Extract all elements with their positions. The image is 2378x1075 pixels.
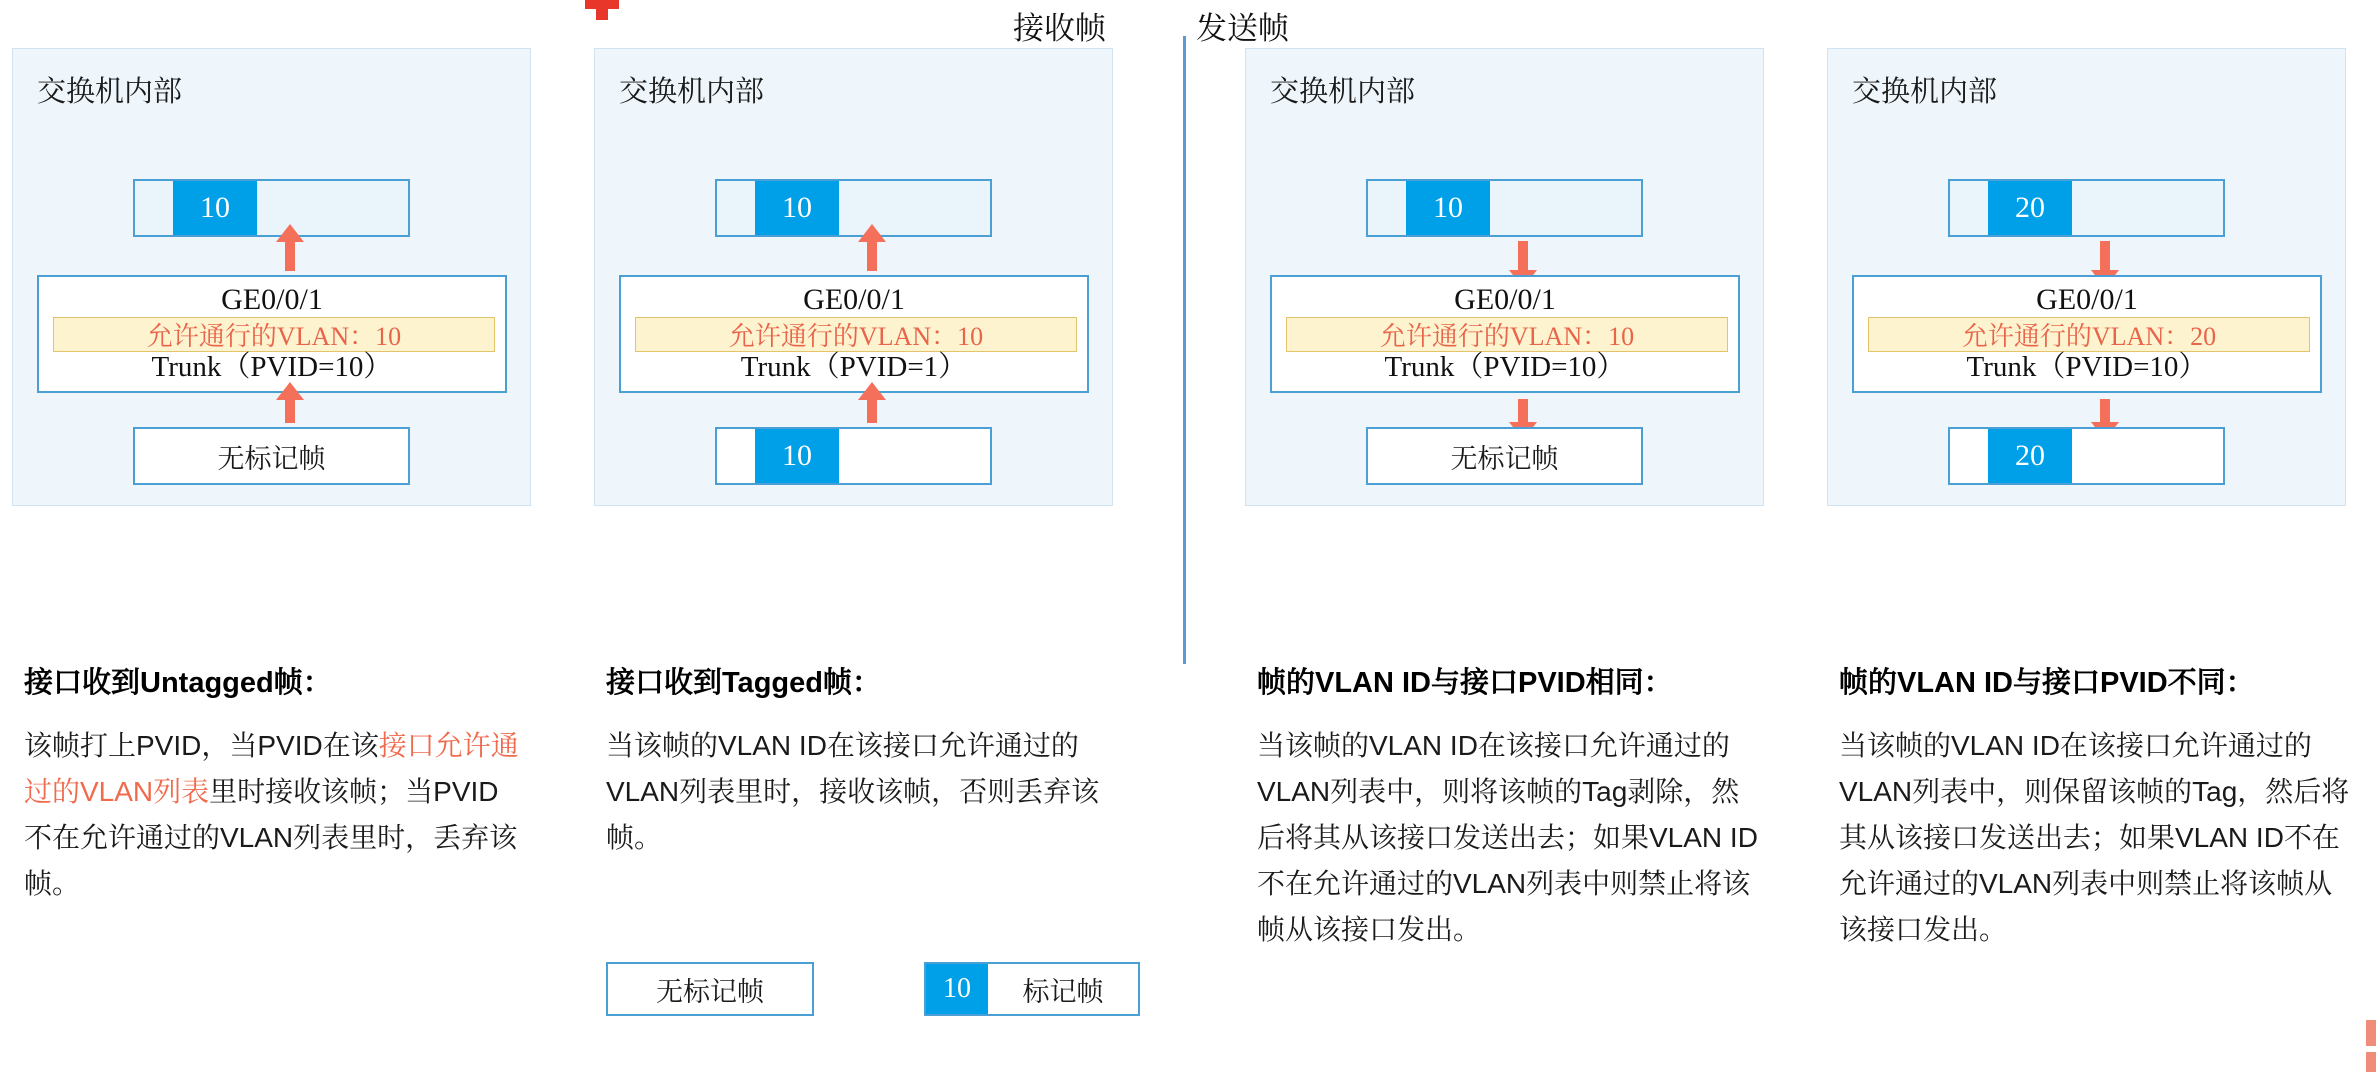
outer-frame-untagged (1366, 427, 1643, 485)
arrow-up-inner (285, 241, 295, 271)
red-plus-icon (582, 0, 622, 26)
port-box (1270, 275, 1740, 393)
vlan-tag-cell: 10 (173, 181, 257, 235)
port-name: GE0/0/1 (2036, 283, 2138, 316)
switch-panel-1 (12, 48, 531, 506)
vlan-tag-cell: 10 (1406, 181, 1490, 235)
caption-body-post: 里时接收该帧；当PVID不在允许通过的VLAN列表里时，丢弃该帧。 (24, 776, 518, 899)
caption-body-pre: 该帧打上PVID，当PVID在该 (24, 730, 379, 761)
port-box (619, 275, 1089, 393)
caption-4 (1839, 660, 2359, 953)
outer-frame-untagged (133, 427, 410, 485)
switch-panel-2 (594, 48, 1113, 506)
port-mode-label: Trunk（PVID=10） (151, 351, 393, 383)
legend-untagged-label: 无标记帧 (656, 976, 764, 1007)
port-box (1852, 275, 2322, 393)
legend-tagged-frame (924, 962, 1140, 1016)
panel-title: 交换机内部 (1270, 76, 1416, 108)
port-name: GE0/0/1 (803, 283, 905, 316)
arrow-down-outer (2100, 399, 2110, 423)
header-bar (0, 0, 2378, 46)
allowed-vlan-label: 允许通行的VLAN：20 (1868, 317, 2310, 352)
vlan-tag-cell: 20 (1988, 429, 2072, 483)
caption-body: 当该帧的VLAN ID在该接口允许通过的VLAN列表中，则将该帧的Tag剥除，然后将其从该接口发送出去；如果VLAN ID不在允许通过的VLAN列表中则禁止将该帧从该接口发出。 (1257, 730, 1758, 945)
panel-title: 交换机内部 (37, 76, 183, 108)
caption-title: 帧的VLAN ID与接口PVID不同： (1839, 667, 2255, 699)
caption-title: 帧的VLAN ID与接口PVID相同： (1257, 667, 1673, 699)
caption-title: 接口收到Tagged帧： (606, 667, 881, 699)
allowed-vlan-label: 允许通行的VLAN：10 (635, 317, 1077, 352)
arrow-down-outer (1518, 399, 1528, 423)
vlan-tag-cell: 10 (755, 181, 839, 235)
caption-body-highlight: 接口允许通过的VLAN列表 (24, 730, 519, 807)
edge-artifact (2366, 1020, 2376, 1046)
panel-title: 交换机内部 (1852, 76, 1998, 108)
port-mode-label: Trunk（PVID=10） (1966, 351, 2208, 383)
inner-frame-tagged (133, 179, 410, 237)
port-box (37, 275, 507, 393)
port-mode-label: Trunk（PVID=10） (1384, 351, 1626, 383)
caption-3 (1257, 660, 1762, 953)
allowed-vlan-label: 允许通行的VLAN：10 (1286, 317, 1728, 352)
arrow-up-inner (867, 241, 877, 271)
port-name: GE0/0/1 (1454, 283, 1556, 316)
arrow-up-outer (285, 399, 295, 423)
arrow-up-outer (867, 399, 877, 423)
arrow-down-inner (1518, 241, 1528, 271)
vlan-tag-cell: 10 (755, 429, 839, 483)
receive-frame-label: 接收帧 (1013, 11, 1106, 46)
outer-frame-tagged (1948, 427, 2225, 485)
arrow-down-inner (2100, 241, 2110, 271)
outer-frame-tagged (715, 427, 992, 485)
caption-title: 接口收到Untagged帧： (24, 667, 332, 699)
caption-body (24, 723, 524, 907)
inner-frame-tagged (1948, 179, 2225, 237)
caption-1 (24, 660, 524, 907)
inner-frame-tagged (715, 179, 992, 237)
untagged-frame-label: 无标记帧 (1450, 443, 1559, 474)
legend-tagged-label: 标记帧 (1022, 976, 1104, 1007)
caption-2 (606, 660, 1106, 861)
switch-panel-4 (1827, 48, 2346, 506)
switch-panel-3 (1245, 48, 1764, 506)
allowed-vlan-label: 允许通行的VLAN：10 (53, 317, 495, 352)
caption-body: 当该帧的VLAN ID在该接口允许通过的VLAN列表里时，接收该帧，否则丢弃该帧。 (606, 730, 1100, 853)
port-mode-label: Trunk（PVID=1） (740, 351, 968, 383)
edge-artifact (2366, 1052, 2376, 1072)
vlan-tag-cell: 10 (926, 964, 988, 1014)
port-name: GE0/0/1 (221, 283, 323, 316)
untagged-frame-label: 无标记帧 (217, 443, 326, 474)
legend-untagged-frame (606, 962, 814, 1016)
section-divider (1183, 36, 1186, 664)
panel-title: 交换机内部 (619, 76, 765, 108)
send-frame-label: 发送帧 (1196, 11, 1289, 46)
caption-body: 当该帧的VLAN ID在该接口允许通过的VLAN列表中，则保留该帧的Tag，然后将其从该接口发送出去；如果VLAN ID不在允许通过的VLAN列表中则禁止将该帧从该接口发出。 (1839, 730, 2350, 945)
vlan-tag-cell: 20 (1988, 181, 2072, 235)
inner-frame-tagged (1366, 179, 1643, 237)
